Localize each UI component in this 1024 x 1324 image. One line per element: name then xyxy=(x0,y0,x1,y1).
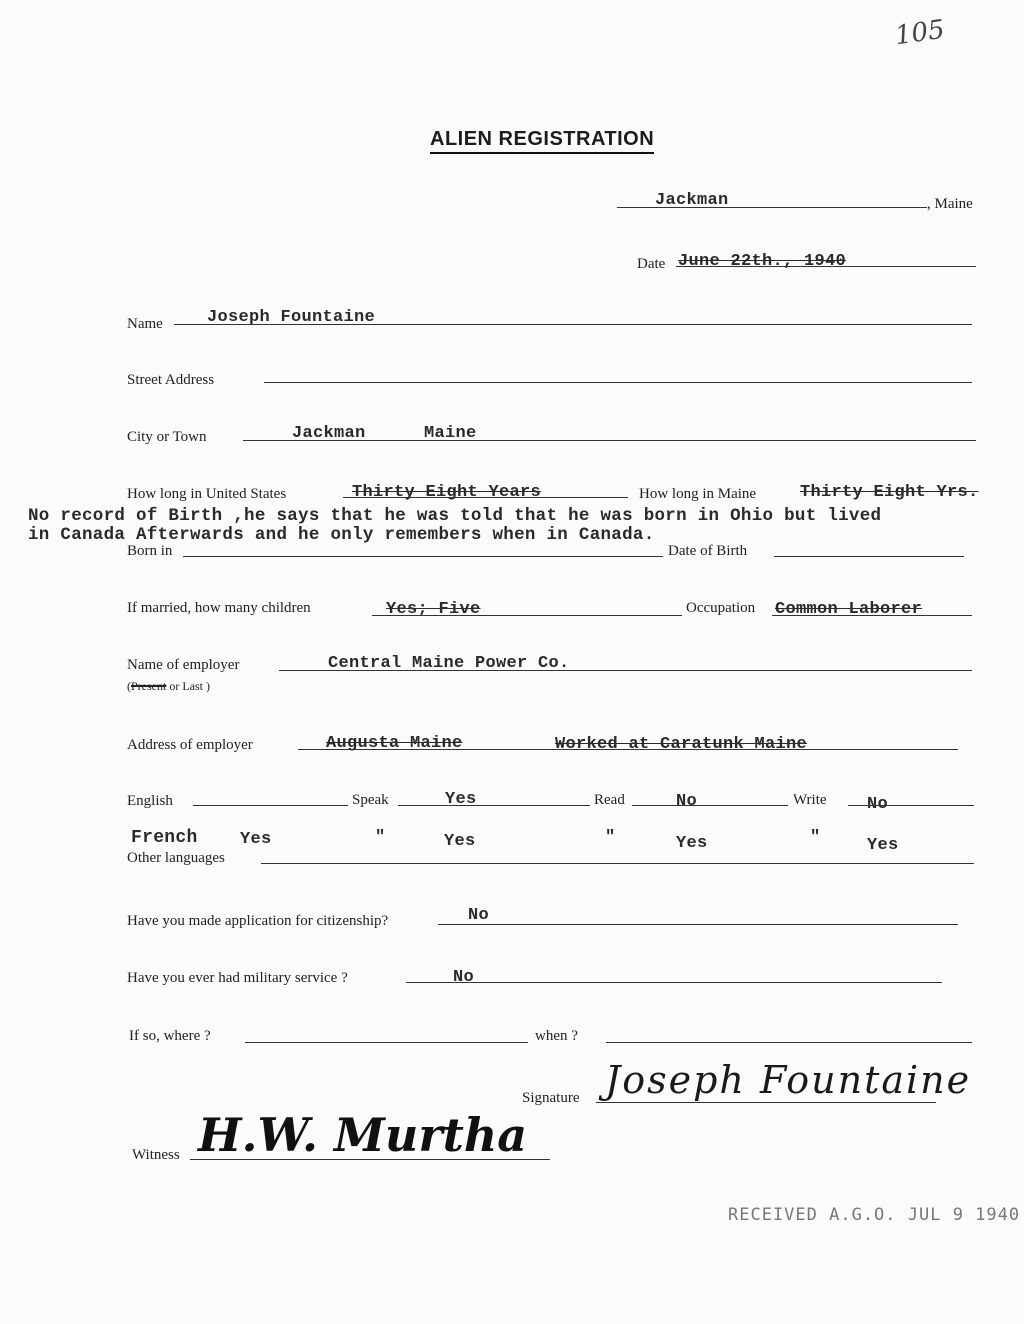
children-value: Yes; Five xyxy=(386,600,481,619)
occupation-label: Occupation xyxy=(686,600,756,616)
employer-value: Central Maine Power Co. xyxy=(328,654,570,673)
children-line xyxy=(372,615,682,616)
english-write-value: No xyxy=(867,795,889,814)
how-long-us-line xyxy=(343,497,628,498)
street-address-label: Street Address xyxy=(127,372,215,388)
name-line xyxy=(174,324,972,325)
employer-address-line xyxy=(298,749,958,750)
french-name: French xyxy=(131,828,198,848)
write-label: Write xyxy=(793,792,827,808)
military-line xyxy=(406,982,942,983)
name-label: Name xyxy=(127,316,163,332)
born-in-line xyxy=(183,556,663,557)
employer-sublabel xyxy=(127,679,210,694)
city-or-town-state: Maine xyxy=(424,424,477,443)
signature-label: Signature xyxy=(522,1090,580,1106)
how-long-maine-label: How long in Maine xyxy=(639,486,757,502)
city-or-town-city: Jackman xyxy=(292,424,366,443)
date-of-birth-line xyxy=(774,556,964,557)
english-label: English xyxy=(127,793,173,809)
birth-note-line1: No record of Birth ,he says that he was told that he was born in Ohio but lived xyxy=(28,506,882,526)
french-write-value: Yes xyxy=(867,836,899,855)
french-ditto-speak: " xyxy=(375,828,386,847)
how-long-us-label: How long in United States xyxy=(127,486,287,502)
french-ditto-write: " xyxy=(810,828,821,847)
born-in-label: Born in xyxy=(127,543,173,559)
french-speak-value: Yes xyxy=(444,832,476,851)
military-label: Have you ever had military service ? xyxy=(127,970,348,986)
other-languages-line xyxy=(261,863,974,864)
read-label: Read xyxy=(594,792,625,808)
employer-line xyxy=(279,670,972,671)
children-label: If married, how many children xyxy=(127,600,311,616)
french-ditto-read: " xyxy=(605,828,616,847)
occupation-line xyxy=(772,615,972,616)
occupation-value: Common Laborer xyxy=(775,600,923,619)
write-line xyxy=(848,805,974,806)
other-languages-label: Other languages xyxy=(127,850,225,866)
english-read-value: No xyxy=(676,792,698,811)
if-so-where-line xyxy=(245,1042,528,1043)
citizenship-value: No xyxy=(468,906,490,925)
how-long-maine-value: Thirty Eight Yrs. xyxy=(800,483,979,502)
speak-line xyxy=(398,805,590,806)
french-yes: Yes xyxy=(240,830,272,849)
employer-sublabel-struck: Present xyxy=(131,679,167,693)
signature-line xyxy=(596,1102,936,1103)
witness-label: Witness xyxy=(132,1147,180,1163)
page-title: ALIEN REGISTRATION xyxy=(430,128,654,154)
english-line xyxy=(193,805,348,806)
employer-label: Name of employer xyxy=(127,657,240,673)
name-value: Joseph Fountaine xyxy=(207,308,376,327)
employer-sublabel-prefix: ( xyxy=(127,679,131,693)
if-so-when-line xyxy=(606,1042,972,1043)
location-state-label: , Maine xyxy=(927,196,973,212)
english-speak-value: Yes xyxy=(445,790,477,809)
employer-address-label: Address of employer xyxy=(127,737,253,753)
received-stamp: RECEIVED A.G.O. JUL 9 1940 xyxy=(728,1205,1021,1225)
location-line xyxy=(617,207,927,208)
street-address-line xyxy=(264,382,972,383)
date-line xyxy=(676,266,976,267)
military-value: No xyxy=(453,968,475,987)
employer-address-value: Augusta Maine xyxy=(326,734,463,753)
employer-address-note: Worked at Caratunk Maine xyxy=(555,735,808,754)
french-read-value: Yes xyxy=(676,834,708,853)
date-label: Date xyxy=(637,256,666,272)
date-of-birth-label: Date of Birth xyxy=(668,543,748,559)
citizenship-line xyxy=(438,924,958,925)
if-so-where-label: If so, where ? xyxy=(129,1028,211,1044)
location-city: Jackman xyxy=(655,191,729,210)
how-long-us-value: Thirty Eight Years xyxy=(352,483,542,502)
read-line xyxy=(632,805,788,806)
birth-note-line2: in Canada Afterwards and he only remembers when in Canada. xyxy=(28,525,655,545)
if-so-when-label: when ? xyxy=(535,1028,578,1044)
citizenship-label: Have you made application for citizenship? xyxy=(127,913,389,929)
signature-value: Joseph Fountaine xyxy=(605,1058,972,1102)
date-value: June 22th., 1940 xyxy=(678,252,847,271)
page-number-mark: 105 xyxy=(893,14,947,52)
witness-value: H.W. Murtha xyxy=(198,1108,528,1162)
speak-label: Speak xyxy=(352,792,389,808)
city-or-town-label: City or Town xyxy=(127,429,207,445)
employer-sublabel-suffix: or Last ) xyxy=(169,679,210,693)
witness-line xyxy=(190,1159,550,1160)
city-or-town-line xyxy=(243,440,976,441)
